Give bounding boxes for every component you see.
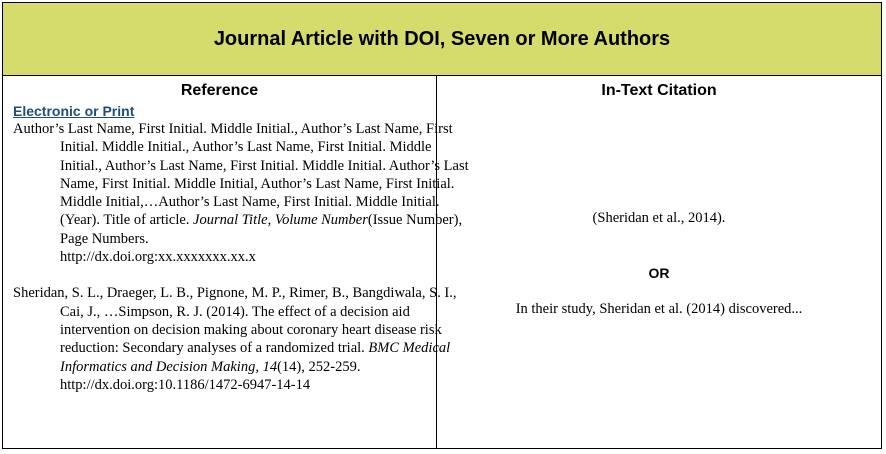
narrative-citation: In their study, Sheridan et al. (2014) discovered... (515, 301, 803, 317)
table-title: Journal Article with DOI, Seven or More Authors (3, 3, 881, 76)
or-label: OR (648, 265, 670, 281)
citation-table (2, 2, 882, 449)
parenthetical-citation: (Sheridan et al., 2014). (592, 210, 726, 226)
in-text-citation-column (437, 76, 881, 448)
reference-example (13, 284, 472, 394)
in-text-citation-header: In-Text Citation (601, 82, 717, 99)
reference-header: Reference (180, 82, 259, 99)
example-text: Sheridan, S. L., Draeger, L. B., Pignone, M. P., Rimer, B., Bangdiwala, S. I., Cai, J., …Simpson, R. J. (2014). The effect of a decision aid intervention on decision making about coronary heart disease risk reduction: Secondary analyses of a randomized trial. (13, 285, 457, 357)
reference-column (3, 76, 469, 448)
reference-template (13, 120, 472, 266)
template-issue-pages: (Issue Number), Page Numbers. (60, 212, 463, 247)
electronic-or-print-subheading: Electronic or Print (13, 103, 135, 119)
example-doi: http://dx.doi.org:10.1186/1472-6947-14-14 (60, 376, 311, 393)
template-doi: http://dx.doi.org:xx.xxxxxxx.xx.x (60, 249, 256, 266)
example-issue-pages: (14), 252-259. (277, 358, 361, 375)
template-journal: Journal Title, Volume Number (193, 212, 368, 229)
example-journal: BMC Medical Informatics and Decision Making, 14 (60, 340, 451, 375)
template-authors-title: Author’s Last Name, First Initial. Middle Initial., Author’s Last Name, First Initial. Middle Initial., Author’s Last Name, First Initial. Middle Initial., Author’s Last Name, First Initial. Middle Initial. Author’s Last Name, First Initial. Middle Initial, Author’s Last Name, First Initial. Middle Initial,…Author’s Last Name, First Initial. Middle Initial. (Year). Title of article. (13, 121, 469, 229)
